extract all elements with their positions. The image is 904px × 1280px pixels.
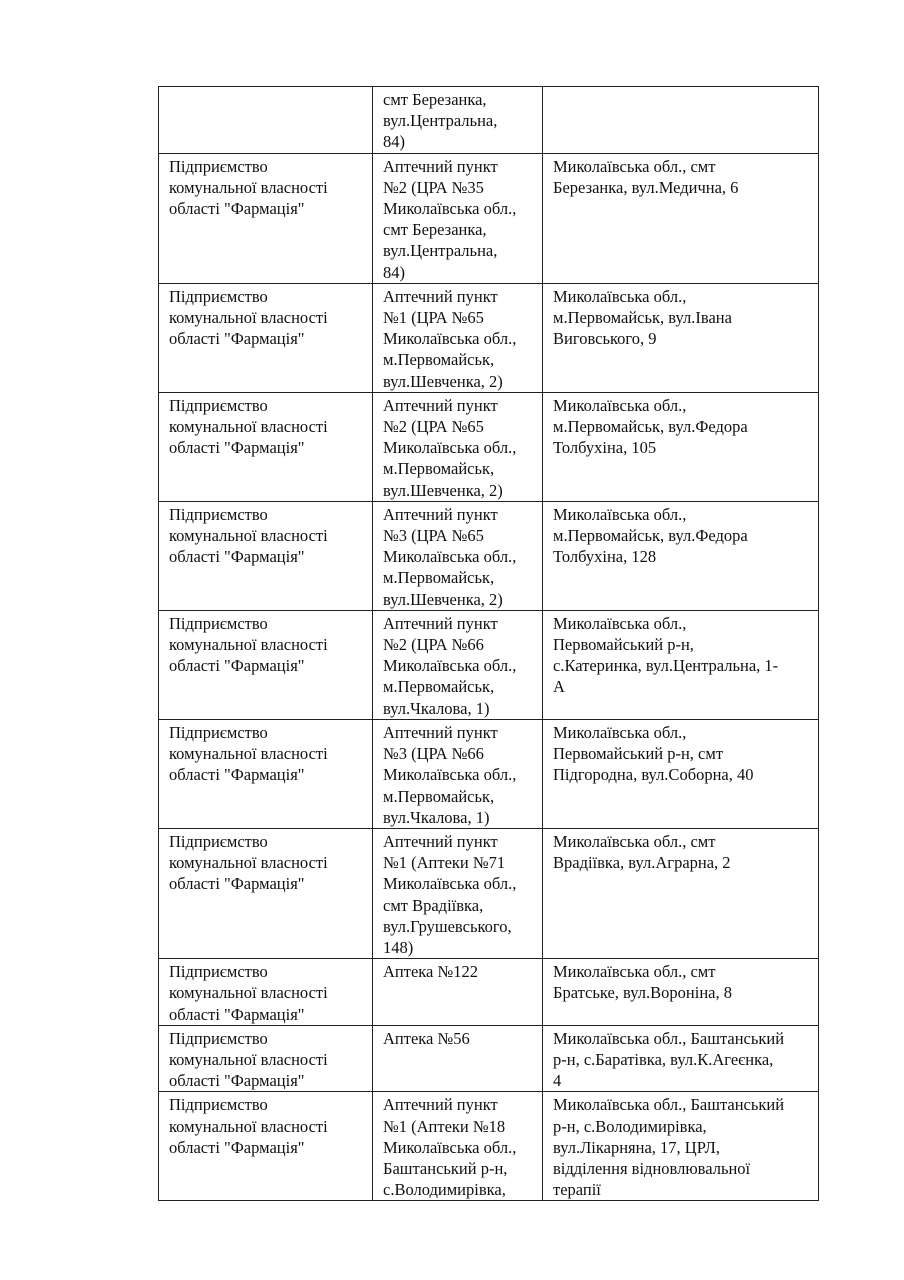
- owner-text: Підприємство комунальної власності області "Фармація": [169, 504, 328, 567]
- address-text: Миколаївська обл., м.Первомайськ, вул.Івана Виговського, 9: [553, 286, 732, 349]
- pharmacy-point-cell: [373, 392, 543, 501]
- owner-cell: [159, 828, 373, 958]
- address-cell: [543, 1025, 819, 1092]
- pharmacy-point-text: Аптечний пункт №2 (ЦРА №65 Миколаївська обл., м.Первомайськ, вул.Шевченка, 2): [383, 395, 517, 500]
- owner-text: Підприємство комунальної власності області "Фармація": [169, 1028, 328, 1091]
- address-text: Миколаївська обл., смт Березанка, вул.Медична, 6: [553, 156, 739, 197]
- address-text: Миколаївська обл., Первомайський р-н, смт Підгородна, вул.Соборна, 40: [553, 722, 754, 785]
- table-row: [159, 501, 819, 610]
- pharmacy-point-text: Аптечний пункт №1 (Аптеки №18 Миколаївська обл., Баштанський р-н, с.Володимирівка,: [383, 1095, 517, 1200]
- address-text: Миколаївська обл., Первомайський р-н, с.Катеринка, вул.Центральна, 1- А: [553, 613, 779, 697]
- owner-cell: [159, 392, 373, 501]
- owner-text: Підприємство комунальної власності області "Фармація": [169, 286, 328, 349]
- owner-text: Підприємство комунальної власності області "Фармація": [169, 395, 328, 458]
- table-row: [159, 153, 819, 283]
- table-body: [159, 87, 819, 1201]
- table-row: [159, 1092, 819, 1201]
- pharmacy-point-text: Аптечний пункт №3 (ЦРА №66 Миколаївська обл., м.Первомайськ, вул.Чкалова, 1): [383, 722, 517, 827]
- owner-text: Підприємство комунальної власності області "Фармація": [169, 962, 328, 1024]
- address-cell: [543, 610, 819, 719]
- address-cell: [543, 1092, 819, 1201]
- pharmacy-point-text: Аптечний пункт №3 (ЦРА №65 Миколаївська обл., м.Первомайськ, вул.Шевченка, 2): [383, 504, 517, 609]
- owner-cell: [159, 87, 373, 154]
- table-row: [159, 959, 819, 1026]
- table-row: [159, 610, 819, 719]
- owner-cell: [159, 959, 373, 1026]
- pharmacy-point-text: Аптечний пункт №2 (ЦРА №35 Миколаївська обл., смт Березанка, вул.Центральна, 84): [383, 156, 517, 282]
- pharmacy-point-cell: [373, 1092, 543, 1201]
- address-text: Миколаївська обл., смт Врадіївка, вул.Аграрна, 2: [553, 831, 731, 873]
- pharmacy-point-cell: [373, 153, 543, 283]
- address-cell: [543, 153, 819, 283]
- pharmacy-point-cell: [373, 610, 543, 719]
- owner-cell: [159, 1092, 373, 1201]
- owner-text: Підприємство комунальної власності області "Фармація": [169, 613, 328, 676]
- address-cell: [543, 501, 819, 610]
- table-row: [159, 87, 819, 154]
- pharmacy-point-cell: [373, 959, 543, 1026]
- owner-cell: [159, 153, 373, 283]
- owner-text: Підприємство комунальної власності області "Фармація": [169, 156, 328, 219]
- address-text: Миколаївська обл., Баштанський р-н, с.Володимирівка, вул.Лікарняна, 17, ЦРЛ, відділення відновлювальної терапії: [553, 1095, 785, 1200]
- table-row: [159, 392, 819, 501]
- owner-cell: [159, 610, 373, 719]
- owner-cell: [159, 1025, 373, 1092]
- pharmacy-point-text: смт Березанка, вул.Центральна, 84): [383, 90, 498, 152]
- address-cell: [543, 828, 819, 958]
- pharmacy-point-text: Аптечний пункт №1 (ЦРА №65 Миколаївська обл., м.Первомайськ, вул.Шевченка, 2): [383, 286, 517, 391]
- pharmacy-point-cell: [373, 283, 543, 392]
- owner-cell: [159, 283, 373, 392]
- table-row: [159, 1025, 819, 1092]
- owner-text: Підприємство комунальної власності області "Фармація": [169, 831, 328, 894]
- table-row: [159, 828, 819, 958]
- pharmacy-point-text: Аптечний пункт №2 (ЦРА №66 Миколаївська обл., м.Первомайськ, вул.Чкалова, 1): [383, 613, 517, 718]
- owner-cell: [159, 501, 373, 610]
- pharmacy-point-text: Аптека №122: [383, 962, 478, 982]
- pharmacy-point-cell: [373, 828, 543, 958]
- address-text: Миколаївська обл., Баштанський р-н, с.Баратівка, вул.К.Агеєнка, 4: [553, 1028, 785, 1091]
- pharmacy-point-text: Аптека №56: [383, 1028, 470, 1048]
- pharmacy-table: [158, 86, 819, 1201]
- table-row: [159, 719, 819, 828]
- pharmacy-point-text: Аптечний пункт №1 (Аптеки №71 Миколаївська обл., смт Врадіївка, вул.Грушевського, 148): [383, 831, 517, 957]
- address-cell: [543, 283, 819, 392]
- address-cell: [543, 87, 819, 154]
- pharmacy-point-cell: [373, 501, 543, 610]
- pharmacy-point-cell: [373, 87, 543, 154]
- owner-cell: [159, 719, 373, 828]
- address-cell: [543, 719, 819, 828]
- address-text: Миколаївська обл., м.Первомайськ, вул.Федора Толбухіна, 105: [553, 395, 748, 458]
- address-text: Миколаївська обл., м.Первомайськ, вул.Федора Толбухіна, 128: [553, 504, 748, 567]
- pharmacy-point-cell: [373, 719, 543, 828]
- table-row: [159, 283, 819, 392]
- owner-text: Підприємство комунальної власності області "Фармація": [169, 722, 328, 785]
- address-cell: [543, 392, 819, 501]
- address-cell: [543, 959, 819, 1026]
- pharmacy-point-cell: [373, 1025, 543, 1092]
- owner-text: Підприємство комунальної власності області "Фармація": [169, 1095, 328, 1157]
- address-text: Миколаївська обл., смт Братське, вул.Вороніна, 8: [553, 962, 732, 1003]
